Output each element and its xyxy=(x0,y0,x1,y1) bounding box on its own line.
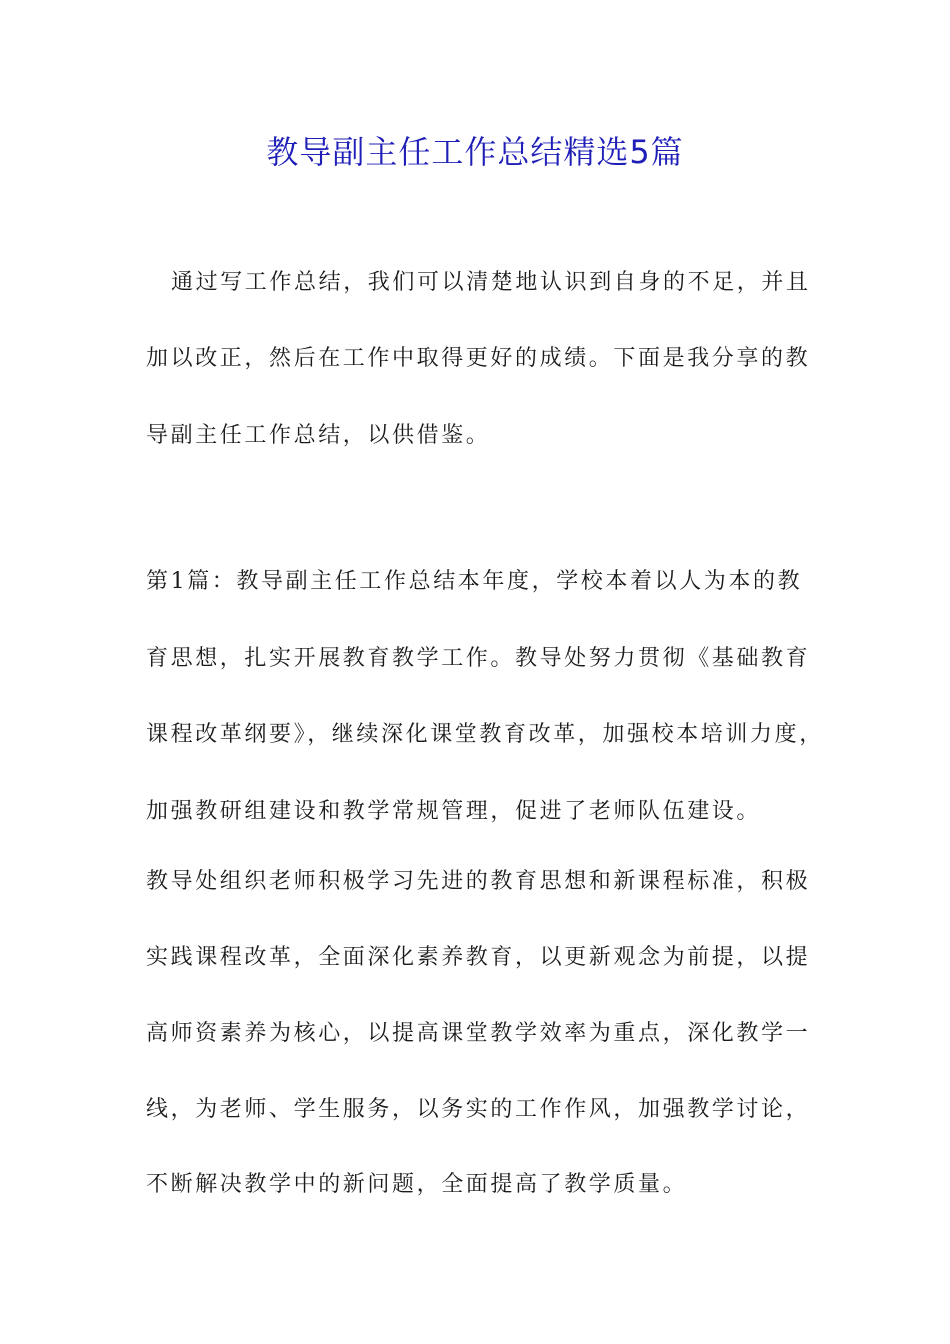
document-title: 教导副主任工作总结精选5篇 xyxy=(266,133,684,171)
section2-line-4: 线，为老师、学生服务，以务实的工作作风，加强教学讨论， xyxy=(146,1097,811,1122)
section2-line-5: 不断解决教学中的新问题，全面提高了教学质量。 xyxy=(146,1172,688,1197)
section1-line-3: 课程改革纲要》，继续深化课堂教育改革，加强校本培训力度， xyxy=(146,722,824,747)
intro-line-2: 加以改正，然后在工作中取得更好的成绩。下面是我分享的教 xyxy=(146,346,811,371)
section2-line-1: 教导处组织老师积极学习先进的教育思想和新课程标准，积极 xyxy=(146,869,811,894)
section1-line-1: 第1篇：教导副主任工作总结本年度，学校本着以人为本的教 xyxy=(146,569,803,594)
section1-line-4: 加强教研组建设和教学常规管理，促进了老师队伍建设。 xyxy=(146,799,762,824)
section2-line-3: 高师资素养为核心，以提高课堂教学效率为重点，深化教学一 xyxy=(146,1021,811,1046)
intro-line-3: 导副主任工作总结，以供借鉴。 xyxy=(146,423,491,448)
section1-line-2: 育思想，扎实开展教育教学工作。教导处努力贯彻《基础教育 xyxy=(146,646,811,671)
section2-line-2: 实践课程改革，全面深化素养教育，以更新观念为前提，以提 xyxy=(146,945,811,970)
intro-line-1: 通过写工作总结，我们可以清楚地认识到自身的不足，并且 xyxy=(171,270,811,295)
